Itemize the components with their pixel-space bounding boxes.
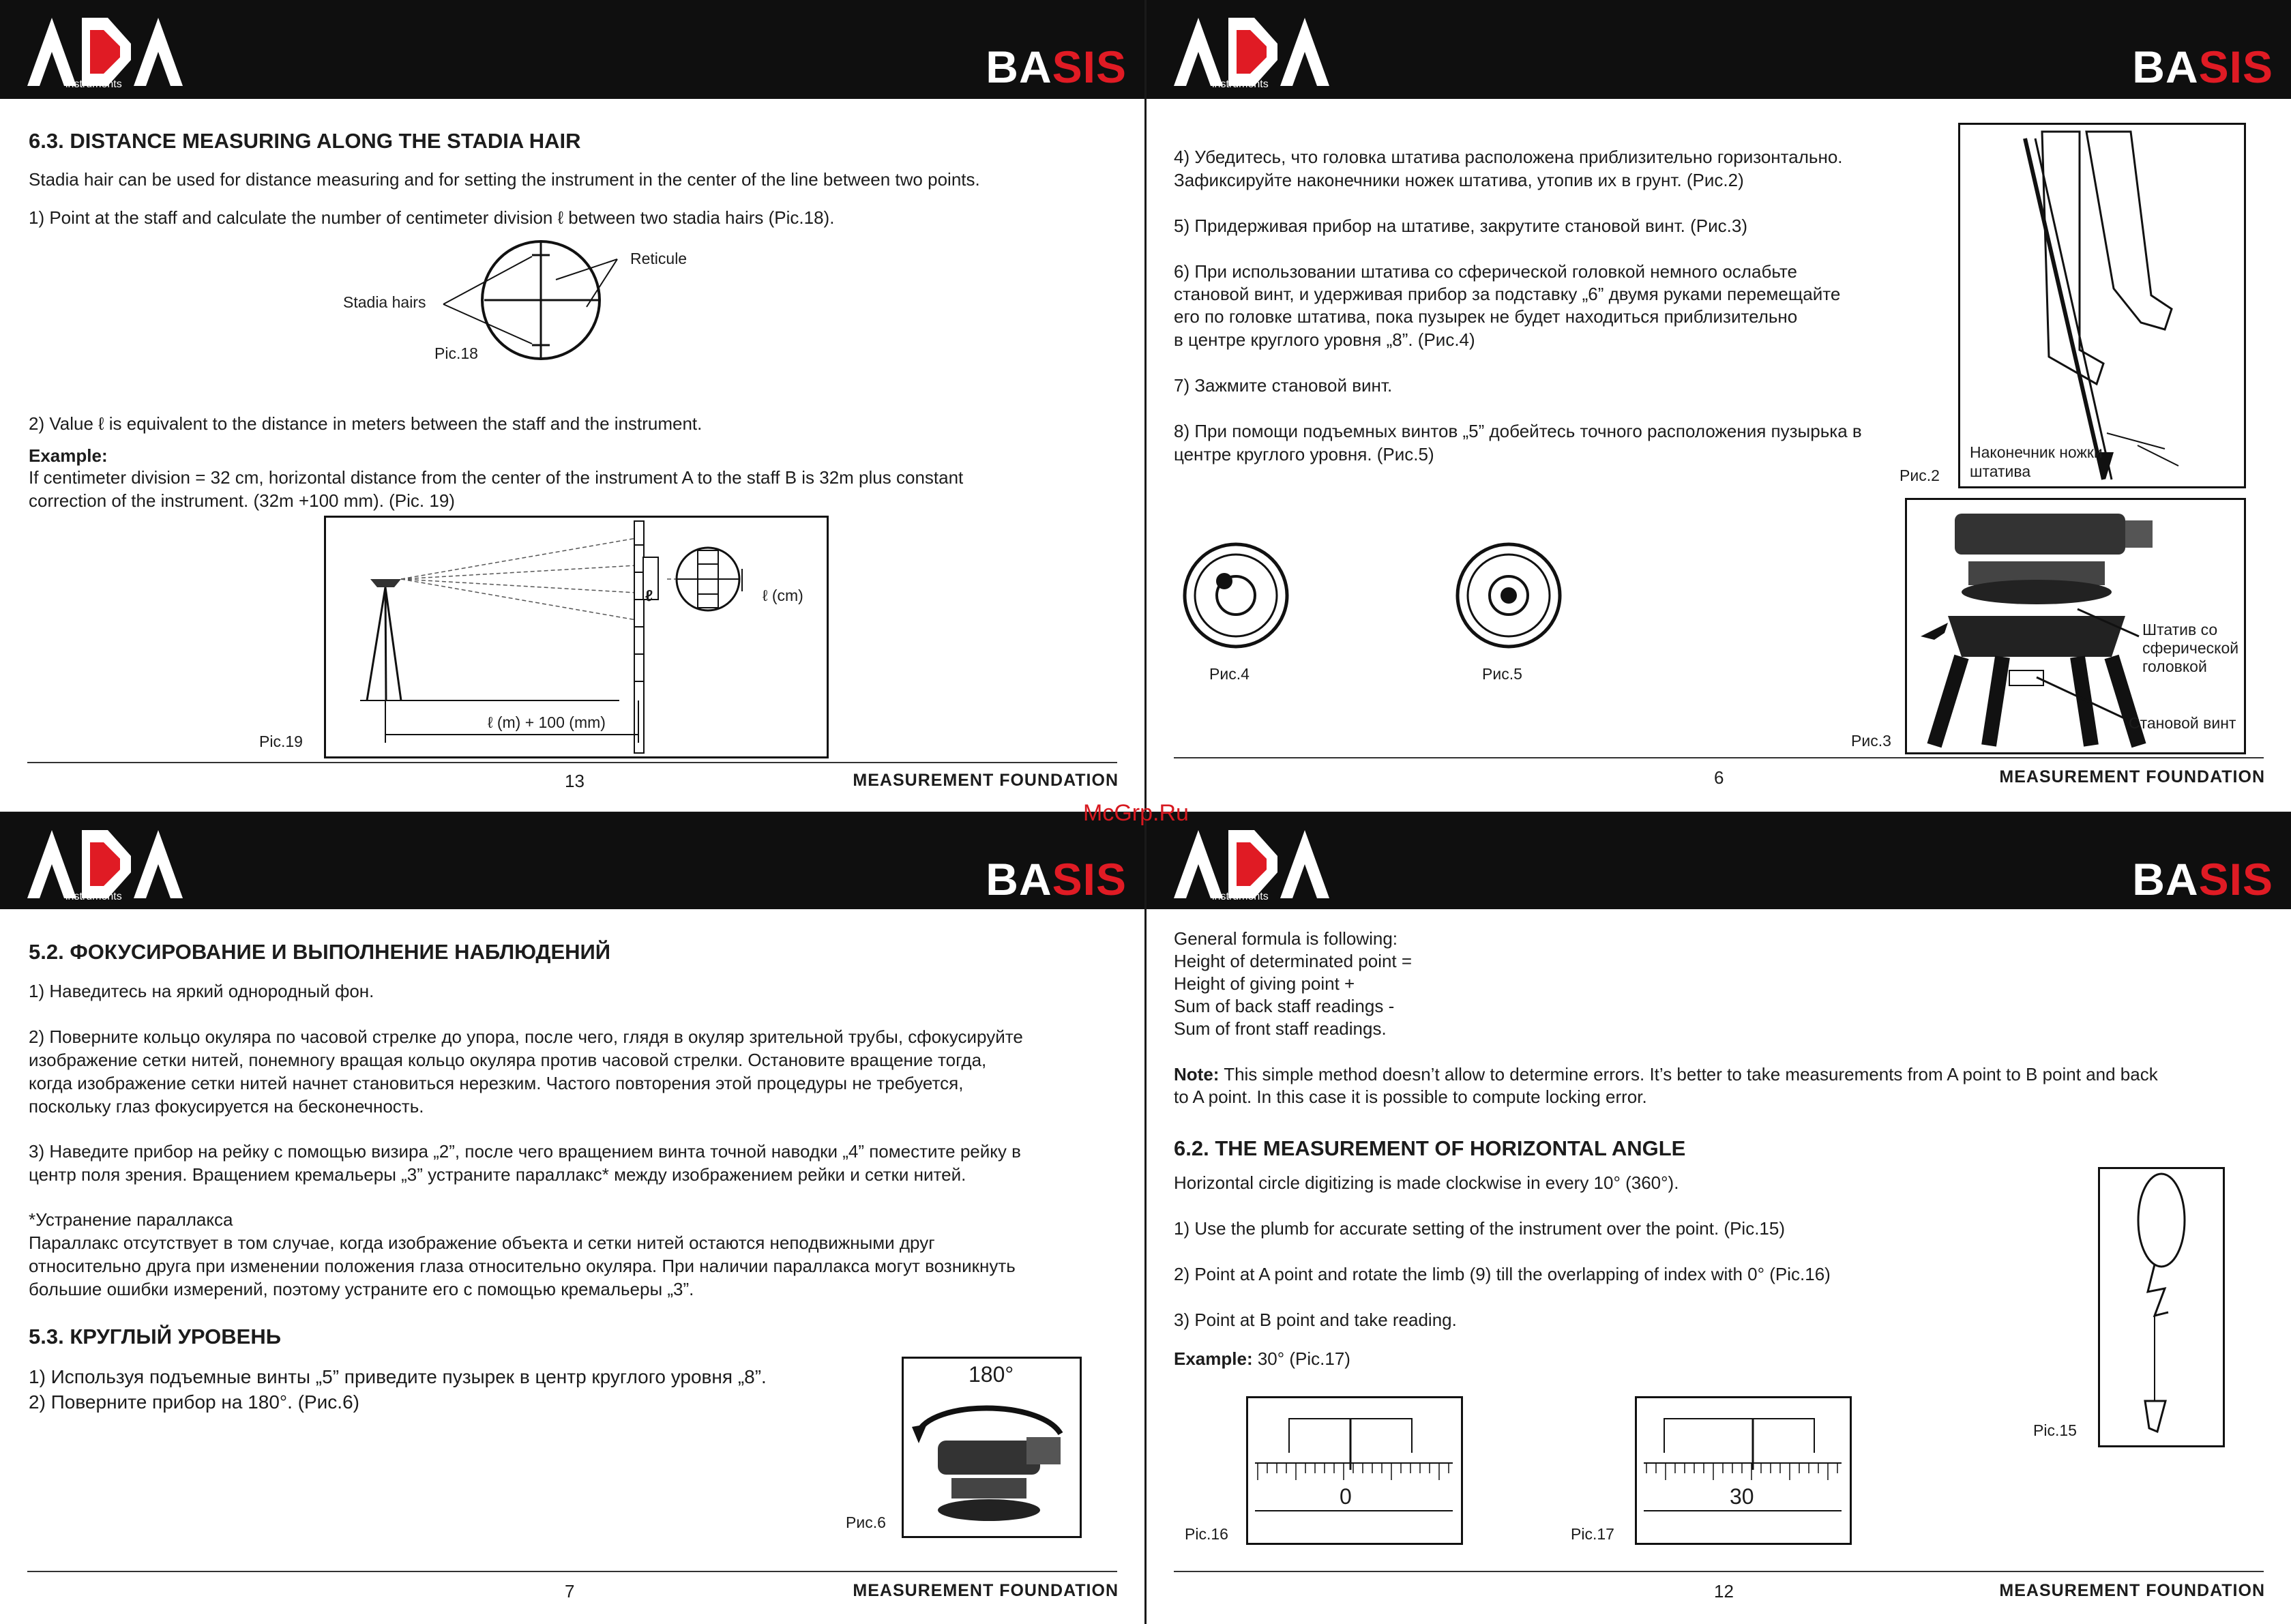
scale-thirty-label: 30	[1730, 1484, 1754, 1509]
page-header	[1147, 0, 2291, 99]
step-2: 2) Value ℓ is equivalent to the distance in meters between the staff and the instrument.	[29, 413, 703, 434]
example-line: Example: 30° (Pic.17)	[1174, 1348, 1350, 1369]
page-13	[0, 0, 1144, 812]
step-6b: становой винт, и удерживая прибор за подставку „6” двумя руками перемещайте	[1174, 284, 1841, 304]
formula-1: General formula is following:	[1174, 928, 1398, 949]
svg-text:instruments: instruments	[1212, 78, 1269, 90]
ris5-bubble-icon	[1455, 542, 1564, 651]
step-2c: когда изображение сетки нитей начнет становиться нерезким. Частого повторения этой процедуры не требуется,	[29, 1073, 964, 1093]
level-step-2: 2) Поверните прибор на 180°. (Рис.6)	[29, 1391, 359, 1413]
section-heading-2: 5.3. КРУГЛЫЙ УРОВЕНЬ	[29, 1325, 281, 1348]
page-number: 7	[565, 1581, 575, 1601]
pic19-label: Pic.19	[259, 733, 303, 750]
l-m-label: ℓ (m) + 100 (mm)	[488, 713, 606, 731]
l-small-label: ℓ	[645, 587, 653, 604]
footer-divider	[27, 1571, 1117, 1572]
example-line-1: If centimeter division = 32 cm, horizontal distance from the center of the instrument A to the staff B is 32m plus constant	[29, 467, 964, 488]
step-6d: в центре круглого уровня „8”. (Рис.4)	[1174, 329, 1475, 350]
ris4-bubble-icon	[1182, 542, 1291, 651]
step-6a: 6) При использовании штатива со сферической головкой немного ослабьте	[1174, 261, 1797, 282]
page-6	[1147, 0, 2291, 812]
page-header	[0, 0, 1144, 99]
page-12	[1147, 812, 2291, 1624]
footer-title: MEASUREMENT FOUNDATION	[1999, 1581, 2265, 1600]
parallax-b: относительно друга при изменении положения глаза относительно окуляра. При наличии параллакса могут возникнуть	[29, 1256, 1016, 1276]
ris6-label: Рис.6	[846, 1514, 886, 1531]
footer-title: MEASUREMENT FOUNDATION	[853, 1581, 1119, 1600]
watermark: McGrp.Ru	[1083, 800, 1189, 826]
step-6c: его по головке штатива, пока пузырек не будет находиться приблизительно	[1174, 306, 1798, 327]
step-2a: 2) Поверните кольцо окуляра по часовой стрелке до упора, после чего, глядя в окуляр зрительной трубы, сфокусируйте	[29, 1027, 1023, 1047]
svg-text:instruments: instruments	[65, 78, 122, 90]
scale-0-diagram	[1248, 1398, 1461, 1543]
section-heading: 6.2. THE MEASUREMENT OF HORIZONTAL ANGLE	[1174, 1136, 1686, 1160]
stadia-hairs-label: Stadia hairs	[343, 293, 426, 311]
footer-divider	[27, 762, 1117, 763]
ada-logo-icon	[25, 822, 188, 904]
step-4a: 4) Убедитесь, что головка штатива расположена приблизительно горизонтально.	[1174, 147, 1843, 167]
formula-3: Height of giving point +	[1174, 973, 1355, 994]
page-number: 13	[565, 771, 585, 791]
parallax-c: большие ошибки измерений, поэтому устраните его с помощью кремальеры „3”.	[29, 1279, 694, 1299]
plumb-diagram	[2100, 1169, 2223, 1445]
step-4b: Зафиксируйте наконечники ножек штатива, утопив их в грунт. (Рис.2)	[1174, 170, 1744, 190]
note-line-1: Note: This simple method doesn’t allow to determine errors. It’s better to take measurements from A point to B point and back	[1174, 1064, 2158, 1084]
step-5: 5) Придерживая прибор на штативе, закрутите становой винт. (Рис.3)	[1174, 216, 1747, 236]
formula-4: Sum of back staff readings -	[1174, 996, 1395, 1016]
step-1: 1) Use the plumb for accurate setting of the instrument over the point. (Pic.15)	[1174, 1218, 1785, 1239]
formula-5: Sum of front staff readings.	[1174, 1018, 1387, 1039]
reticule-label: Reticule	[630, 250, 688, 267]
step-3b: центр поля зрения. Вращением кремальеры „3” устраните параллакс* между изображением рейки и сетки нитей.	[29, 1164, 966, 1185]
section-heading: 6.3. DISTANCE MEASURING ALONG THE STADIA HAIR	[29, 129, 581, 153]
tip-label-2: штатива	[1970, 462, 2031, 480]
step-8b: центре круглого уровня. (Рис.5)	[1174, 444, 1434, 464]
example-line-2: correction of the instrument. (32m +100 mm). (Pic. 19)	[29, 490, 455, 511]
footer-divider	[1174, 757, 2264, 758]
ris3-label: Рис.3	[1851, 732, 1891, 750]
page-number: 12	[1714, 1581, 1734, 1601]
ris2-label: Рис.2	[1900, 467, 1940, 484]
intro-text: Stadia hair can be used for distance measuring and for setting the instrument in the center of the line between two points.	[29, 169, 980, 190]
pic18-label: Pic.18	[434, 344, 478, 362]
screw-label: Становой винт	[2129, 714, 2236, 732]
note-line-2: to A point. In this case it is possible to compute locking error.	[1174, 1087, 1647, 1107]
pic15-label: Pic.15	[2033, 1421, 2077, 1439]
ada-logo-icon	[1171, 822, 1335, 904]
spherical-label-1: Штатив со	[2142, 621, 2218, 638]
formula-2: Height of determinated point =	[1174, 951, 1413, 971]
ada-logo-icon	[25, 10, 188, 91]
page-header	[0, 812, 1144, 909]
intro-text: Horizontal circle digitizing is made clockwise in every 10° (360°).	[1174, 1172, 1679, 1193]
parallax-a: Параллакс отсутствует в том случае, когда изображение объекта и сетки нитей остаются неподвижными друг	[29, 1232, 935, 1253]
spherical-label-2: сферической	[2142, 639, 2239, 657]
parallax-title: *Устранение параллакса	[29, 1209, 233, 1230]
page-7	[0, 812, 1144, 1624]
ris5-label: Рис.5	[1482, 665, 1522, 683]
step-3: 3) Point at B point and take reading.	[1174, 1310, 1457, 1330]
ada-logo-icon	[1171, 10, 1335, 91]
page-number: 6	[1714, 767, 1724, 788]
footer-divider	[1174, 1571, 2264, 1572]
level-step-1: 1) Используя подъемные винты „5” приведите пузырек в центр круглого уровня „8”.	[29, 1366, 767, 1387]
brand-basis: BASIS	[986, 854, 1127, 904]
step-8a: 8) При помощи подъемных винтов „5” добейтесь точного расположения пузырька в	[1174, 421, 1862, 441]
step-2b: изображение сетки нитей, понемногу вращая кольцо окуляра против часовой стрелки. Остановите вращение тогда,	[29, 1050, 987, 1070]
l-cm-label: ℓ (cm)	[763, 587, 803, 604]
footer-title: MEASUREMENT FOUNDATION	[853, 771, 1119, 790]
scale-30-diagram	[1637, 1398, 1850, 1543]
svg-text:instruments: instruments	[65, 891, 122, 902]
step-1: 1) Point at the staff and calculate the number of centimeter division ℓ between two stadia hairs (Pic.18).	[29, 207, 835, 228]
step-2d: поскольку глаз фокусируется на бесконечность.	[29, 1096, 424, 1117]
tripod-leg-diagram	[1960, 125, 2244, 486]
pic17-label: Pic.17	[1571, 1525, 1614, 1543]
pic16-label: Pic.16	[1185, 1525, 1228, 1543]
brand-basis: BASIS	[2132, 42, 2273, 92]
step-3a: 3) Наведите прибор на рейку с помощью визира „2”, после чего вращением винта точной наводки „4” поместите рейку в	[29, 1141, 1021, 1162]
brand-basis: BASIS	[2132, 854, 2273, 904]
step-2: 2) Point at A point and rotate the limb (9) till the overlapping of index with 0° (Pic.16)	[1174, 1264, 1831, 1284]
page-header	[1147, 812, 2291, 909]
footer-title: MEASUREMENT FOUNDATION	[1999, 767, 2265, 786]
section-heading: 5.2. ФОКУСИРОВАНИЕ И ВЫПОЛНЕНИЕ НАБЛЮДЕНИЙ	[29, 940, 611, 964]
ris4-label: Рис.4	[1209, 665, 1250, 683]
step-7: 7) Зажмите становой винт.	[1174, 375, 1393, 396]
spherical-label-3: головкой	[2142, 658, 2207, 675]
deg-180-label: 180°	[969, 1362, 1014, 1387]
svg-text:instruments: instruments	[1212, 891, 1269, 902]
scale-zero-label: 0	[1340, 1484, 1352, 1509]
brand-basis: BASIS	[986, 42, 1127, 92]
tip-label-1: Наконечник ножки	[1970, 443, 2103, 461]
example-label: Example:	[29, 445, 108, 466]
step-1: 1) Наведитесь на яркий однородный фон.	[29, 981, 374, 1001]
